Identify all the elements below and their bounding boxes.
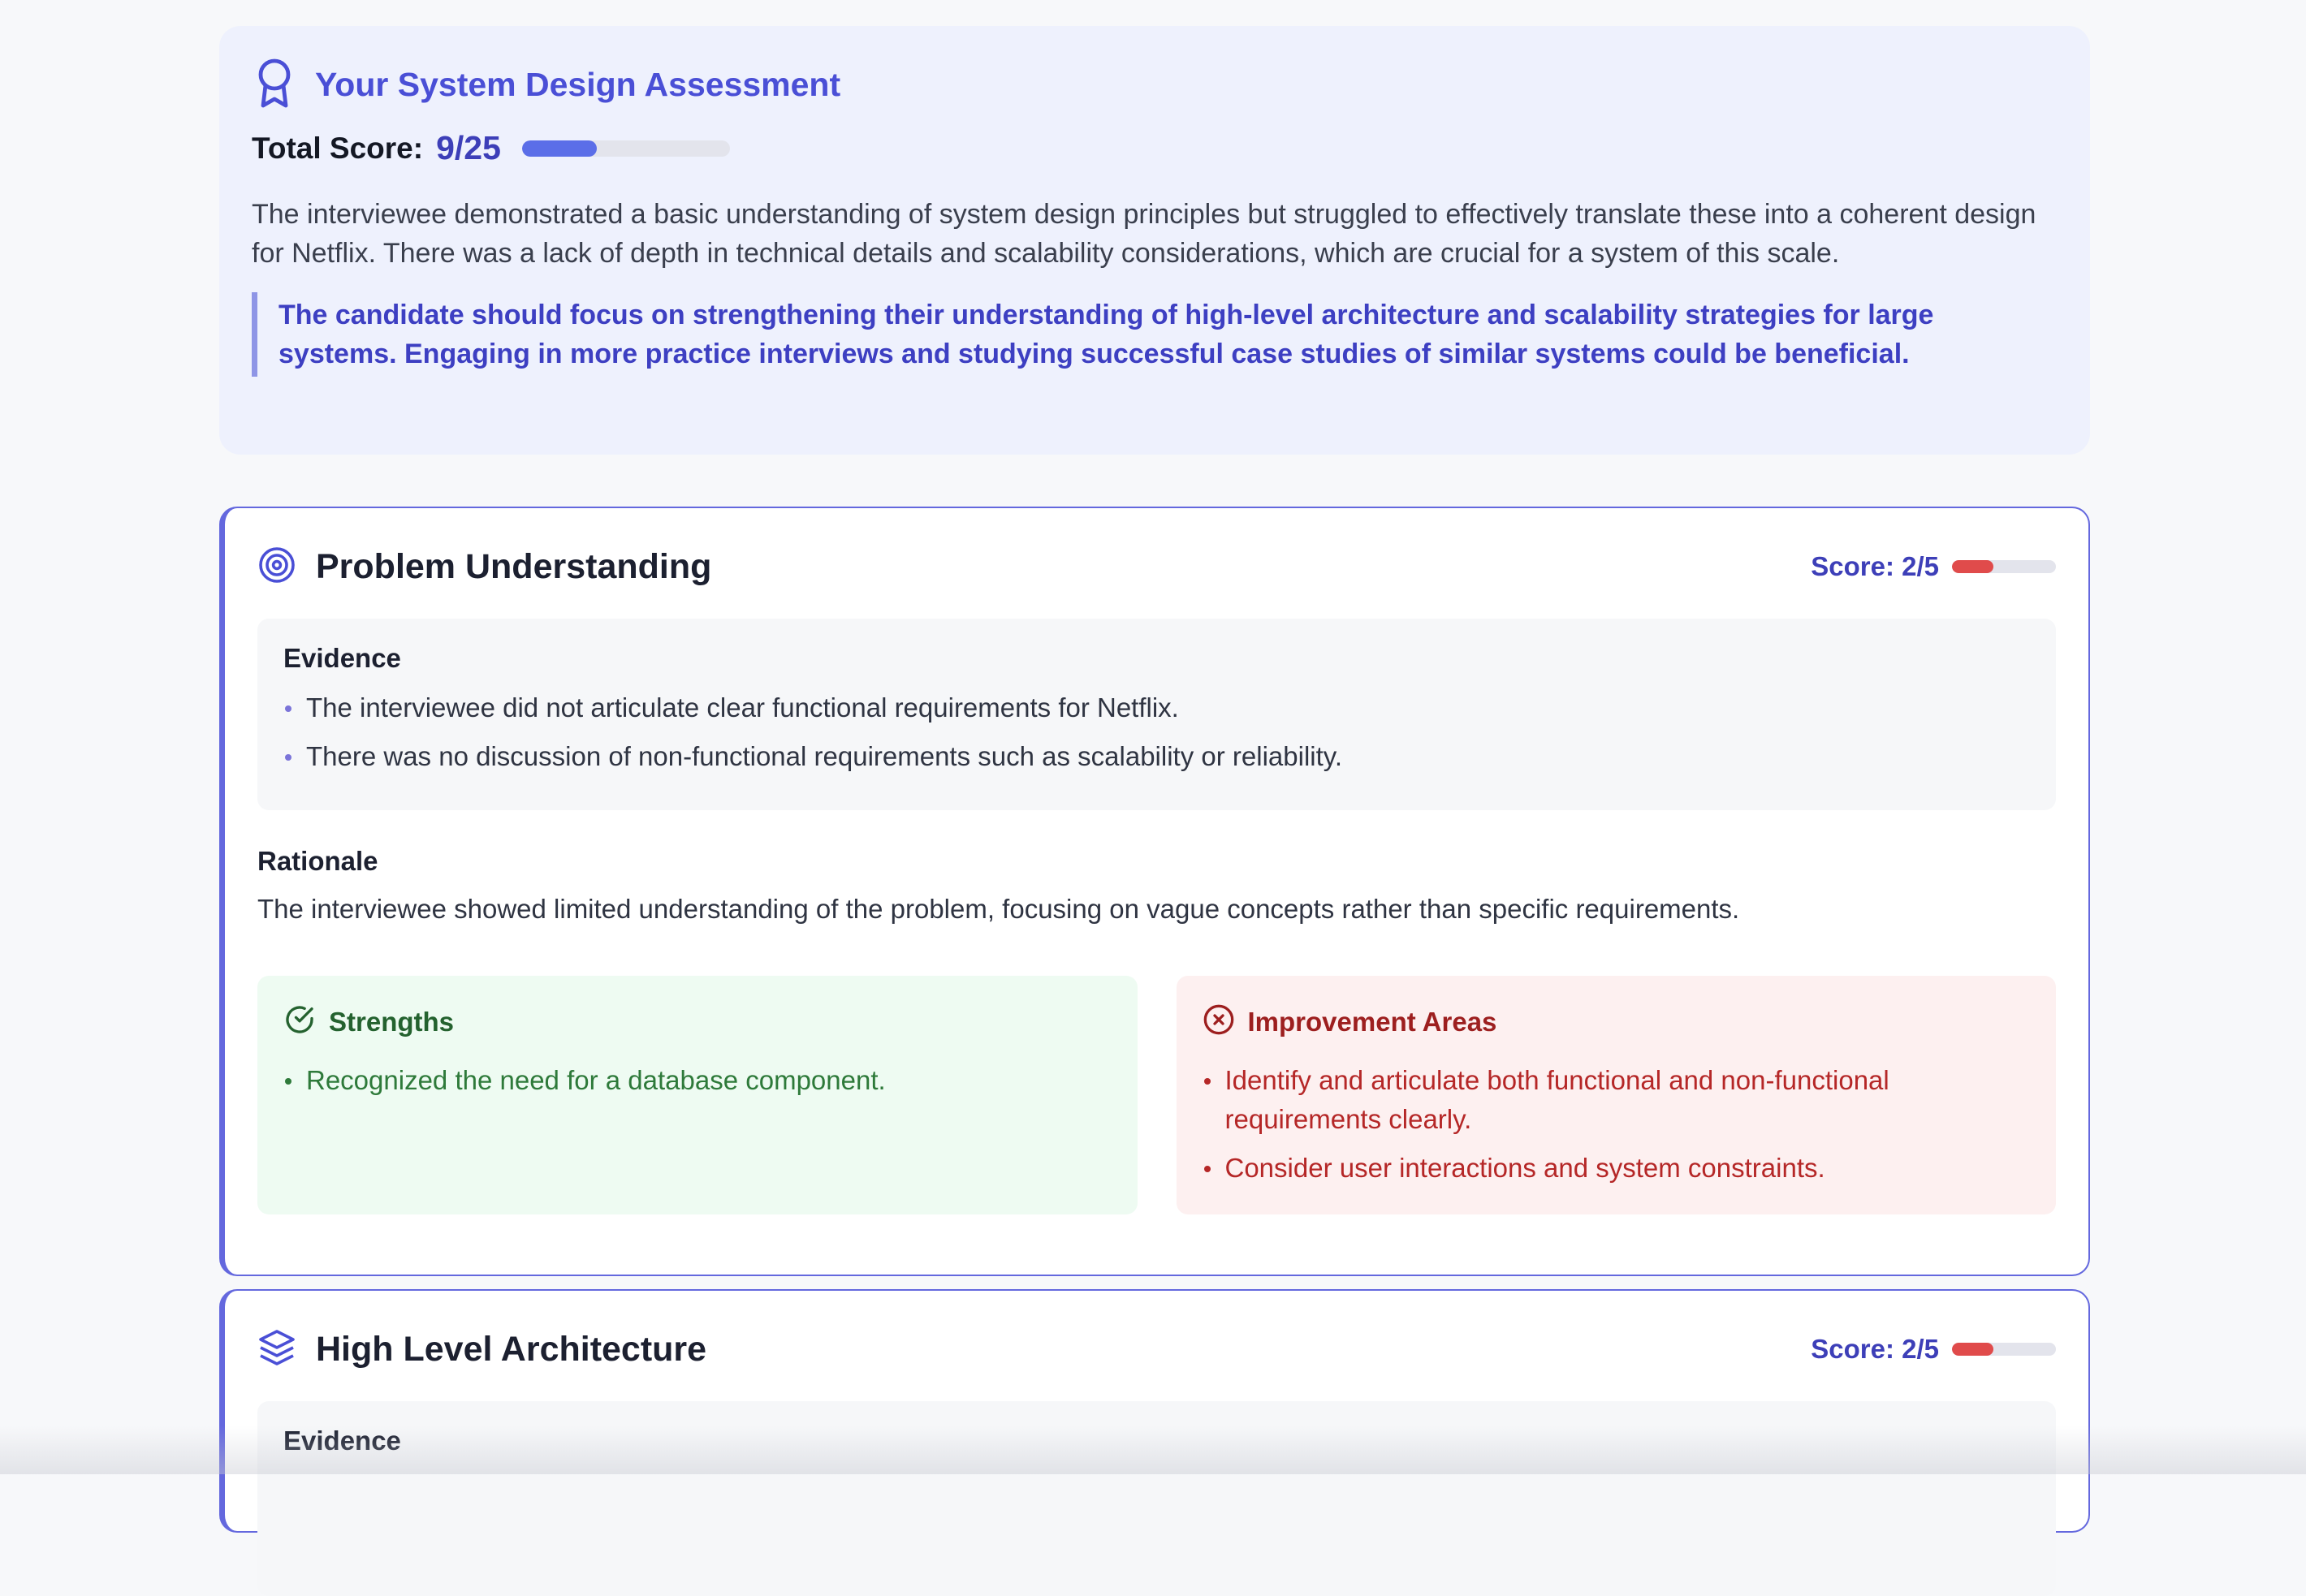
evidence-title: Evidence (283, 1426, 2030, 1456)
section-problem-understanding (219, 507, 2090, 1276)
target-icon (257, 546, 296, 589)
assessment-page (219, 26, 2090, 455)
section-title: Problem Understanding (316, 547, 711, 587)
total-score-progress-fill (522, 140, 597, 157)
total-score-row (252, 129, 2058, 167)
summary-header (252, 57, 2058, 113)
summary-text: The interviewee demonstrated a basic understanding of system design principles but struggled to effectively translate these into a coherent design for Netflix. There was a lack of depth in technical details and scalability considerations, which are crucial for a system of this scale. (252, 195, 2058, 273)
improvement-item: Identify and articulate both functional and non-functional requirements clearly. (1203, 1061, 2031, 1139)
strengths-panel (257, 976, 1138, 1214)
improvements-panel (1177, 976, 2057, 1214)
evidence-list (283, 688, 2030, 776)
section-high-level-architecture (219, 1289, 2090, 1533)
section-score (1811, 551, 2056, 582)
improvement-item: Consider user interactions and system constraints. (1203, 1149, 2031, 1188)
section-header (257, 542, 2056, 591)
total-score-value: 9/25 (436, 129, 501, 167)
section-score-label: Score: 2/5 (1811, 551, 1939, 582)
improvements-list (1203, 1061, 2031, 1188)
evidence-block (257, 1401, 2056, 1596)
layers-icon (257, 1328, 296, 1371)
strengths-improvements (257, 976, 2056, 1214)
evidence-title: Evidence (283, 643, 2030, 674)
assessment-summary-card (219, 26, 2090, 455)
rationale-block (257, 846, 2056, 929)
improvements-title: Improvement Areas (1248, 1007, 1497, 1037)
evidence-item: There was no discussion of non-functional requirements such as scalability or reliability. (283, 737, 2030, 776)
strengths-title: Strengths (329, 1007, 454, 1037)
summary-title: Your System Design Assessment (315, 66, 840, 104)
section-score-progress (1952, 1343, 2056, 1356)
section-score-progress-fill (1952, 560, 1993, 573)
award-icon (252, 57, 297, 113)
strengths-list (283, 1061, 1112, 1100)
section-score-label: Score: 2/5 (1811, 1334, 1939, 1365)
evidence-item: The interviewee did not articulate clear functional requirements for Netflix. (283, 688, 2030, 727)
total-score-label: Total Score: (252, 132, 423, 166)
section-title: High Level Architecture (316, 1330, 706, 1370)
section-header (257, 1325, 2056, 1374)
improvements-header (1203, 1003, 2031, 1040)
check-circle-icon (283, 1003, 316, 1040)
section-score (1811, 1334, 2056, 1365)
x-circle-icon (1203, 1003, 1235, 1040)
strength-item: Recognized the need for a database component. (283, 1061, 1112, 1100)
total-score-progress (522, 140, 730, 157)
section-score-progress (1952, 560, 2056, 573)
rationale-text: The interviewee showed limited understanding of the problem, focusing on vague concepts rather than specific requirements. (257, 890, 2056, 929)
rationale-title: Rationale (257, 846, 2056, 877)
evidence-block (257, 619, 2056, 810)
summary-recommendation: The candidate should focus on strengthening their understanding of high-level architecture and scalability strategies for large systems. Engaging in more practice interviews and studying successful case studies of similar systems could be beneficial. (252, 292, 2058, 377)
section-score-progress-fill (1952, 1343, 1993, 1356)
strengths-header (283, 1003, 1112, 1040)
